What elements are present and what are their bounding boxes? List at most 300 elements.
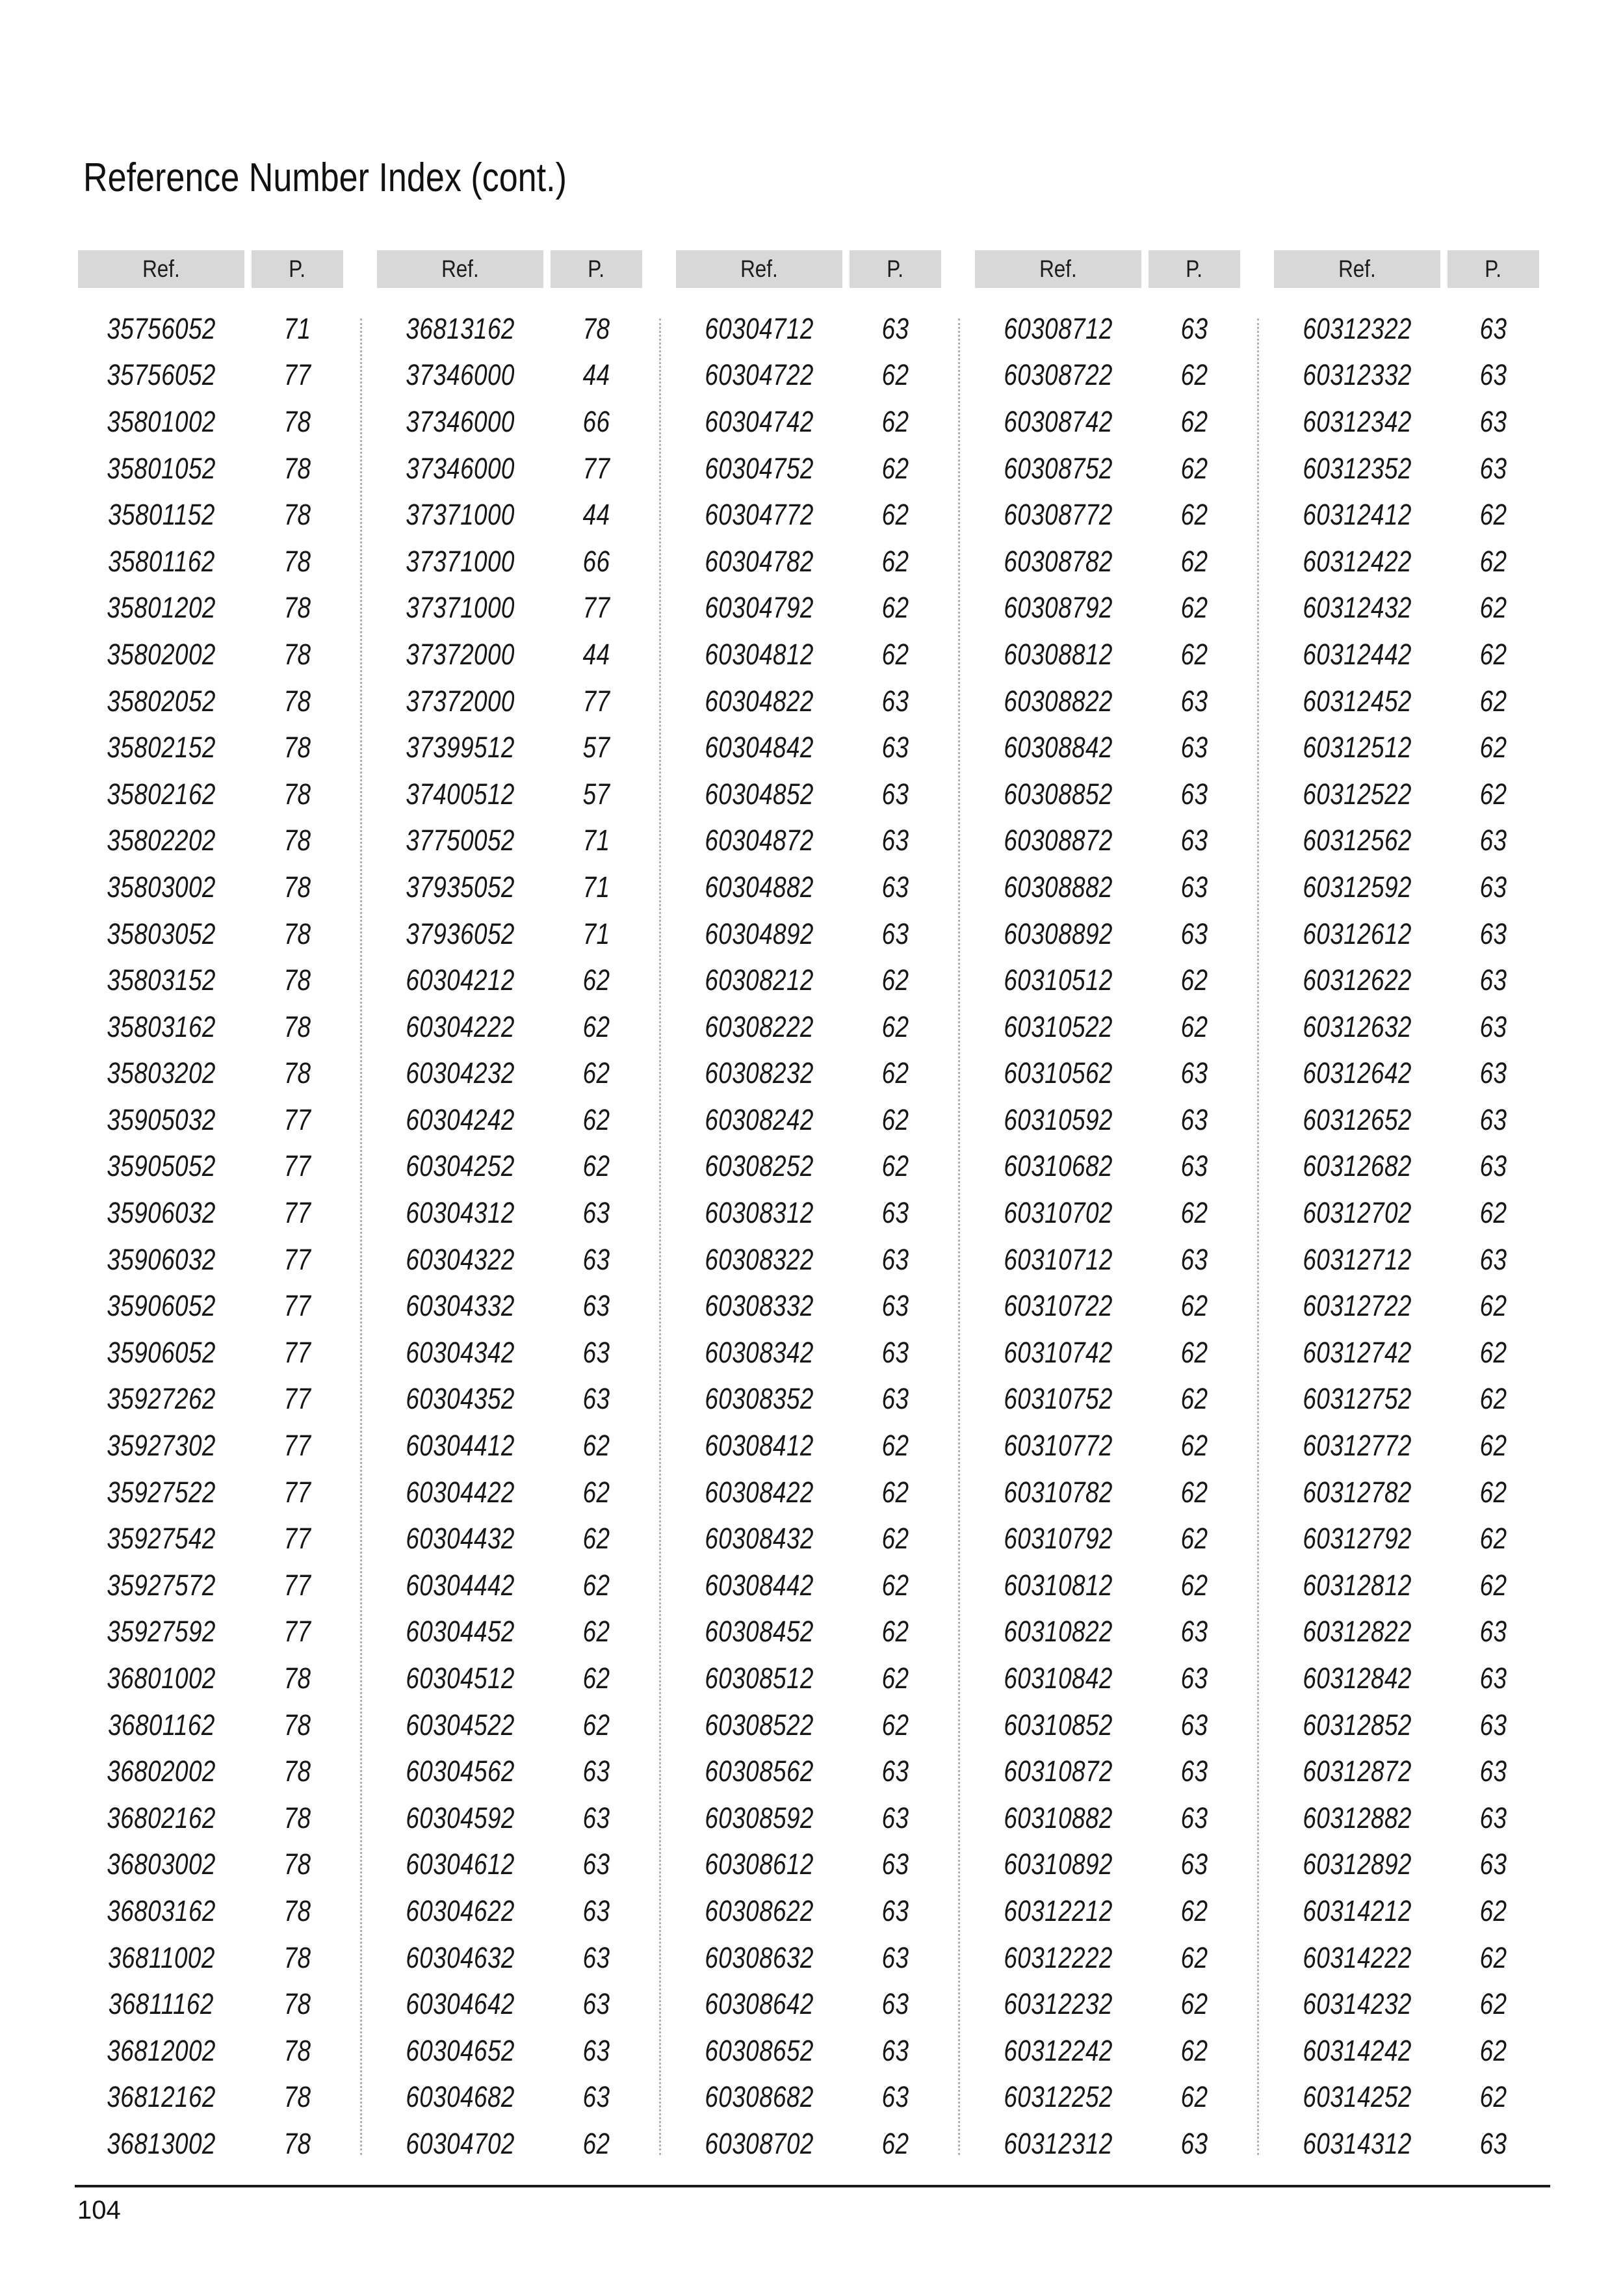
ref-cell: [975, 312, 1141, 346]
column-divider: [958, 319, 960, 2155]
page-value: 77: [283, 1615, 311, 1649]
page-cell: [252, 498, 343, 532]
page-value: 63: [1180, 1242, 1208, 1276]
table-row: [377, 1050, 676, 1097]
page-value: 63: [881, 2033, 909, 2067]
ref-number: 60304642: [406, 1987, 515, 2021]
ref-number: 60308352: [705, 1382, 814, 1416]
page-value: 62: [881, 451, 909, 485]
ref-cell: [1274, 2127, 1440, 2161]
page-value: 62: [582, 1149, 610, 1183]
ref-number: 36813162: [406, 311, 515, 345]
table-row: [1274, 1981, 1573, 2028]
page-value: 62: [1479, 1568, 1507, 1602]
table-row: [377, 1748, 676, 1795]
page-cell: [252, 1941, 343, 1975]
ref-cell: [975, 731, 1141, 764]
page-value: 62: [881, 1010, 909, 1043]
page-value: 63: [881, 684, 909, 718]
page-value: 77: [283, 1102, 311, 1136]
page-value: 62: [582, 1102, 610, 1136]
page-cell: [1448, 2034, 1539, 2068]
ref-cell: [377, 1103, 543, 1137]
ref-cell: [377, 1382, 543, 1416]
page-value: 78: [283, 1987, 311, 2021]
ref-number: 60308642: [705, 1987, 814, 2021]
page-cell: [1448, 1243, 1539, 1277]
page-value: 63: [881, 731, 909, 764]
page-value: 63: [1479, 917, 1507, 950]
table-row: [377, 1609, 676, 1656]
page-value: 63: [1479, 404, 1507, 438]
ref-cell: [676, 824, 842, 857]
ref-number: 60304592: [406, 1801, 515, 1834]
ref-cell: [78, 1941, 244, 1975]
ref-cell: [377, 2080, 543, 2114]
table-row: [975, 1795, 1274, 1842]
page-value: 62: [582, 1475, 610, 1509]
ref-cell: [676, 1196, 842, 1230]
page-value: 63: [881, 1382, 909, 1416]
table-row: [676, 1888, 975, 1935]
page-value: 62: [881, 1102, 909, 1136]
page-cell: [850, 1336, 941, 1370]
page-cell: [850, 731, 941, 764]
ref-number: 60308562: [705, 1755, 814, 1788]
page-cell: [1448, 963, 1539, 997]
ref-number: 60304412: [406, 1429, 515, 1463]
ref-number: 60312562: [1303, 824, 1412, 857]
table-row: [676, 678, 975, 725]
page-cell: [850, 358, 941, 392]
page-cell: [1448, 1615, 1539, 1649]
ref-cell: [676, 2127, 842, 2161]
ref-cell: [78, 312, 244, 346]
page-cell: [252, 917, 343, 951]
page-cell: [1149, 1569, 1240, 1602]
ref-cell: [377, 498, 543, 532]
ref-cell: [78, 638, 244, 672]
page-cell: [551, 685, 642, 718]
ref-cell: [377, 870, 543, 904]
page-value: 77: [582, 591, 610, 625]
page-value: 62: [1479, 777, 1507, 811]
page-value: 63: [1180, 731, 1208, 764]
page-cell: [252, 1569, 343, 1602]
ref-number: 60308882: [1004, 870, 1113, 904]
ref-number: 37750052: [406, 824, 515, 857]
table-row: [975, 1050, 1274, 1097]
ref-cell: [975, 1010, 1141, 1044]
page-cell: [551, 1847, 642, 1881]
page-cell: [850, 1847, 941, 1881]
ref-number: 60308752: [1004, 451, 1113, 485]
page-value: 63: [881, 1987, 909, 2021]
page-value: 63: [1479, 963, 1507, 997]
ref-cell: [377, 312, 543, 346]
page-cell: [252, 1243, 343, 1277]
page-cell: [551, 638, 642, 672]
ref-number: 60308632: [705, 1940, 814, 1974]
table-row: [975, 352, 1274, 399]
table-row: [377, 1469, 676, 1516]
page-cell: [1448, 1894, 1539, 1928]
ref-number: 60304852: [705, 777, 814, 811]
ref-number: 60308452: [705, 1615, 814, 1649]
ref-number: 60304352: [406, 1382, 515, 1416]
table-row: [676, 1190, 975, 1236]
table-row: [975, 1515, 1274, 1562]
table-row: [78, 1981, 377, 2028]
page-cell: [252, 405, 343, 439]
ref-cell: [78, 1801, 244, 1835]
ref-cell: [676, 1149, 842, 1183]
page-value: 62: [582, 1056, 610, 1090]
page-cell: [1448, 358, 1539, 392]
ref-cell: [1274, 1569, 1440, 1602]
page-cell: [1448, 1941, 1539, 1975]
table-row: [78, 1515, 377, 1562]
ref-cell: [377, 963, 543, 997]
page-value: 63: [1180, 1102, 1208, 1136]
page-value: 78: [283, 1801, 311, 1834]
ref-cell: [78, 1429, 244, 1463]
ref-cell: [975, 1755, 1141, 1788]
table-row: [676, 1469, 975, 1516]
ref-cell: [1274, 963, 1440, 997]
page-cell: [252, 731, 343, 764]
page-cell: [551, 1801, 642, 1835]
page-cell: [1448, 2080, 1539, 2114]
column-group-1: [78, 250, 377, 2168]
table-row: [78, 864, 377, 911]
ref-cell: [975, 870, 1141, 904]
ref-number: 60304242: [406, 1102, 515, 1136]
page-cell: [850, 1243, 941, 1277]
page-cell: [551, 1522, 642, 1556]
page-cell: [1448, 1149, 1539, 1183]
page-value: 62: [1479, 1475, 1507, 1509]
ref-number: 60304232: [406, 1056, 515, 1090]
page-cell: [850, 452, 941, 486]
page-value: 63: [1479, 311, 1507, 345]
table-row: [1274, 1050, 1573, 1097]
ref-cell: [676, 2080, 842, 2114]
ref-cell: [78, 1894, 244, 1928]
ref-cell: [676, 870, 842, 904]
ref-number: 60312352: [1303, 451, 1412, 485]
ref-number: 35905052: [107, 1149, 216, 1183]
table-row: [1274, 1283, 1573, 1329]
ref-cell: [78, 1476, 244, 1509]
page-value: 62: [582, 1568, 610, 1602]
page-cell: [1149, 1847, 1240, 1881]
page-cell: [252, 2080, 343, 2114]
ref-number: 60312632: [1303, 1010, 1412, 1043]
ref-cell: [1274, 1987, 1440, 2021]
page-value: 62: [1180, 1382, 1208, 1416]
page-cell: [850, 1010, 941, 1044]
ref-number: 60310892: [1004, 1847, 1113, 1881]
ref-number: 35803152: [107, 963, 216, 997]
table-row: [78, 957, 377, 1004]
page-value: 63: [582, 1242, 610, 1276]
page-cell: [1448, 1801, 1539, 1835]
ref-number: 60312612: [1303, 917, 1412, 950]
table-row: [676, 1562, 975, 1609]
table-row: [1274, 1097, 1573, 1143]
page-cell: [252, 1429, 343, 1463]
ref-number: 60304422: [406, 1475, 515, 1509]
ref-cell: [78, 545, 244, 579]
ref-number: 60310812: [1004, 1568, 1113, 1602]
ref-cell: [78, 358, 244, 392]
ref-cell: [78, 1336, 244, 1370]
ref-number: 60304882: [705, 870, 814, 904]
table-row: [377, 1888, 676, 1935]
ref-cell: [676, 1987, 842, 2021]
page-value: 62: [881, 1475, 909, 1509]
page-header-label: P.: [289, 255, 306, 282]
ref-cell: [1274, 1056, 1440, 1090]
page-cell: [1149, 1289, 1240, 1323]
table-row: [78, 1795, 377, 1842]
page-cell: [551, 1243, 642, 1277]
ref-cell: [377, 1847, 543, 1881]
page-value: 63: [881, 777, 909, 811]
ref-cell: [377, 1149, 543, 1183]
ref-number: 37371000: [406, 544, 515, 578]
page-cell: [252, 638, 343, 672]
table-row: [975, 911, 1274, 958]
ref-cell: [1274, 1755, 1440, 1788]
page-value: 77: [283, 1475, 311, 1509]
ref-number: 35906032: [107, 1196, 216, 1230]
ref-cell: [377, 545, 543, 579]
column-divider: [659, 319, 661, 2155]
page-cell: [1149, 2127, 1240, 2161]
ref-cell: [377, 1056, 543, 1090]
ref-number: 60308212: [705, 963, 814, 997]
page-cell: [850, 685, 941, 718]
page-value: 62: [1479, 1940, 1507, 1974]
table-row: [975, 1655, 1274, 1702]
page-value: 78: [283, 731, 311, 764]
page-value: 77: [283, 1429, 311, 1463]
page-value: 63: [1180, 1615, 1208, 1649]
page-cell: [551, 1056, 642, 1090]
ref-number: 35927572: [107, 1568, 216, 1602]
table-row: [975, 1376, 1274, 1423]
page-cell: [551, 1941, 642, 1975]
table-row: [78, 585, 377, 632]
ref-number: 60312792: [1303, 1522, 1412, 1556]
ref-cell: [1274, 870, 1440, 904]
page-cell: [1448, 1847, 1539, 1881]
table-row: [975, 2120, 1274, 2167]
table-row: [1274, 818, 1573, 865]
ref-cell: [676, 1941, 842, 1975]
table-row: [78, 1842, 377, 1888]
page-value: 63: [1479, 1242, 1507, 1276]
ref-cell: [377, 1429, 543, 1463]
table-row: [975, 1143, 1274, 1190]
ref-cell: [975, 917, 1141, 951]
ref-cell: [975, 1196, 1141, 1230]
ref-cell: [1274, 1196, 1440, 1230]
table-row: [975, 1888, 1274, 1935]
page-cell: [1448, 1569, 1539, 1602]
ref-cell: [975, 1476, 1141, 1509]
ref-number: 60308522: [705, 1708, 814, 1742]
page-value: 62: [1479, 2033, 1507, 2067]
page-value: 62: [1479, 591, 1507, 625]
ref-cell: [676, 1755, 842, 1788]
ref-cell: [78, 1149, 244, 1183]
page-cell: [850, 545, 941, 579]
page-cell: [252, 824, 343, 857]
column-group-4: [975, 250, 1274, 2168]
page-value: 63: [1180, 1801, 1208, 1834]
page-value: 62: [1180, 591, 1208, 625]
table-row: [975, 1842, 1274, 1888]
ref-cell: [377, 685, 543, 718]
table-row: [78, 491, 377, 538]
table-row: [377, 1935, 676, 1981]
ref-number: 60312512: [1303, 731, 1412, 764]
table-row: [377, 445, 676, 492]
ref-cell: [676, 2034, 842, 2068]
ref-cell: [676, 731, 842, 764]
page-value: 63: [1180, 1056, 1208, 1090]
page-value: 63: [881, 1940, 909, 1974]
ref-cell: [975, 1662, 1141, 1695]
ref-number: 60312822: [1303, 1615, 1412, 1649]
ref-number: 60304702: [406, 2126, 515, 2160]
page-cell: [252, 1801, 343, 1835]
table-row: [377, 864, 676, 911]
table-row: [78, 2028, 377, 2074]
page-value: 62: [582, 1522, 610, 1556]
page-value: 63: [1180, 870, 1208, 904]
page-value: 63: [881, 1289, 909, 1323]
ref-cell: [1274, 1615, 1440, 1649]
ref-number: 60304612: [406, 1847, 515, 1881]
page-value: 63: [582, 1987, 610, 2021]
page-cell: [551, 1569, 642, 1602]
page-cell: [252, 1894, 343, 1928]
page-cell: [252, 1708, 343, 1742]
page-header-label: P.: [588, 255, 605, 282]
page-cell: [1149, 1476, 1240, 1509]
page-value: 62: [1180, 1987, 1208, 2021]
ref-cell: [975, 1847, 1141, 1881]
ref-number: 60310792: [1004, 1522, 1113, 1556]
table-row: [377, 1842, 676, 1888]
ref-header-label: Ref.: [441, 255, 479, 282]
page-cell: [551, 2034, 642, 2068]
ref-number: 36811002: [107, 1940, 215, 1974]
ref-number: 60310702: [1004, 1196, 1113, 1230]
ref-number: 60314222: [1303, 1940, 1412, 1974]
ref-number: 60314242: [1303, 2033, 1412, 2067]
table-row: [676, 1842, 975, 1888]
page-column-header: [850, 250, 941, 288]
page-cell: [850, 1149, 941, 1183]
ref-cell: [676, 963, 842, 997]
page-cell: [252, 545, 343, 579]
table-row: [1274, 1795, 1573, 1842]
page-cell: [551, 405, 642, 439]
page-value: 62: [1180, 1289, 1208, 1323]
table-row: [377, 1236, 676, 1283]
table-row: [78, 1888, 377, 1935]
page-value: 62: [582, 1429, 610, 1463]
page-title-text: Reference Number Index (cont.): [83, 155, 567, 200]
page-cell: [252, 1615, 343, 1649]
table-row: [975, 1283, 1274, 1329]
page-value: 62: [1180, 1522, 1208, 1556]
page-value: 63: [881, 1894, 909, 1927]
page-cell: [252, 312, 343, 346]
ref-cell: [1274, 1941, 1440, 1975]
ref-number: 60310872: [1004, 1755, 1113, 1788]
page-cell: [252, 591, 343, 625]
page-cell: [1149, 1243, 1240, 1277]
table-row: [676, 1515, 975, 1562]
table-row: [1274, 771, 1573, 818]
ref-number: 60308222: [705, 1010, 814, 1043]
page-value: 62: [1180, 498, 1208, 532]
ref-number: 60314252: [1303, 2080, 1412, 2114]
ref-number: 60308232: [705, 1056, 814, 1090]
table-row: [676, 306, 975, 352]
page-value: 63: [881, 1755, 909, 1788]
ref-cell: [78, 2080, 244, 2114]
page-value: 63: [1180, 311, 1208, 345]
table-row: [676, 1981, 975, 2028]
page-cell: [1448, 917, 1539, 951]
page-cell: [551, 2127, 642, 2161]
ref-cell: [676, 405, 842, 439]
page-value: 62: [1479, 1987, 1507, 2021]
ref-cell: [975, 824, 1141, 857]
column-group-5: [1274, 250, 1573, 2168]
page-cell: [252, 2034, 343, 2068]
page-value: 77: [283, 1522, 311, 1556]
page-cell: [850, 1941, 941, 1975]
column-rows: [78, 306, 377, 2167]
ref-cell: [676, 591, 842, 625]
table-row: [1274, 398, 1573, 445]
page-cell: [1448, 824, 1539, 857]
page-value: 63: [1479, 1102, 1507, 1136]
page-cell: [1149, 452, 1240, 486]
table-row: [1274, 1376, 1573, 1423]
ref-number: 60312852: [1303, 1708, 1412, 1742]
ref-column-header: [377, 250, 543, 288]
page-value: 78: [283, 637, 311, 671]
ref-number: 36803162: [107, 1894, 216, 1927]
ref-cell: [78, 731, 244, 764]
table-row: [676, 631, 975, 678]
ref-number: 60304722: [705, 358, 814, 392]
ref-cell: [1274, 731, 1440, 764]
page-value: 63: [1479, 1847, 1507, 1881]
ref-cell: [78, 1708, 244, 1742]
page-value: 62: [1479, 498, 1507, 532]
ref-cell: [676, 498, 842, 532]
